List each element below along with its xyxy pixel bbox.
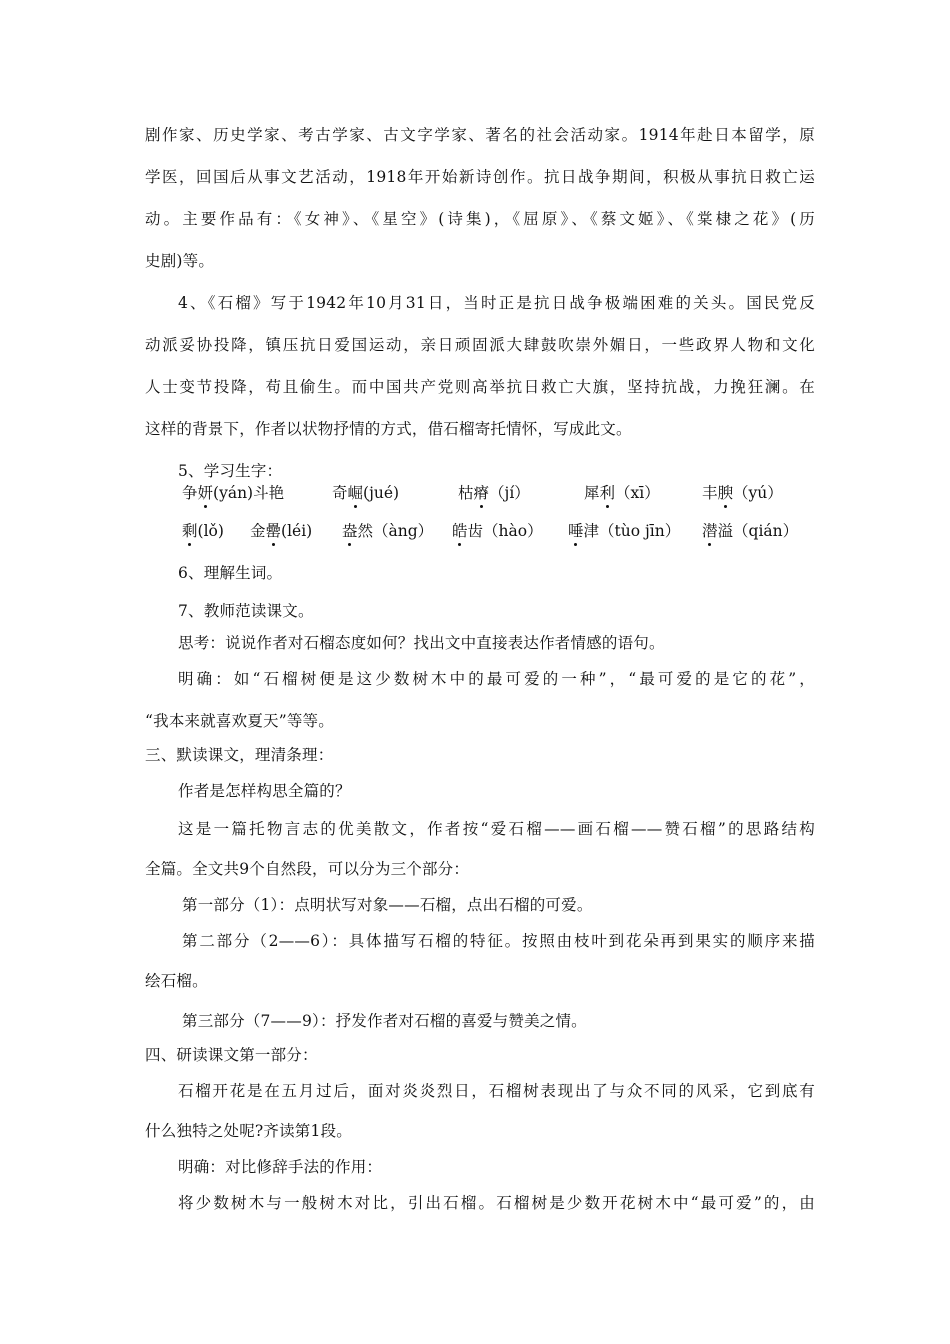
section3-answer-line-1: 这是一篇托物言志的优美散文，作者按“爱石榴——画石榴——赞石榴”的思路结构 xyxy=(178,820,815,838)
section4-last-line: 将少数树木与一般树木对比，引出石榴。石榴树是少数开花树木中“最可爱”的，由 xyxy=(178,1194,815,1212)
bio-line-3: 动。主要作品有：《女神》、《星空》(诗集)，《屈原》、《蔡文姬》、《棠棣之花》(历 xyxy=(145,210,815,228)
vocab-word: 丰腴（yú） xyxy=(702,484,783,502)
item4-line-2: 动派妥协投降，镇压抗日爱国运动，亲日顽固派大肆鼓吹崇外媚日，一些政界人物和文化 xyxy=(145,336,815,354)
item7-heading: 7、教师范读课文。 xyxy=(178,602,314,620)
vocab-word: 争妍(yán)斗艳 xyxy=(182,484,285,502)
item6-heading: 6、理解生词。 xyxy=(178,564,283,582)
think-question: 思考：说说作者对石榴态度如何？找出文中直接表达作者情感的语句。 xyxy=(178,634,665,652)
item5-heading: 5、学习生字： xyxy=(178,462,283,480)
item4-line-3: 人士变节投降，苟且偷生。而中国共产党则高举抗日救亡大旗，坚持抗战，力挽狂澜。在 xyxy=(145,378,815,396)
part2-line-1: 第二部分（2——6）：具体描写石榴的特征。按照由枝叶到花朵再到果实的顺序来描 xyxy=(182,932,815,950)
vocab-word: 金罍(léi) xyxy=(250,522,313,540)
item4-line-1: 4、《石榴》写于1942年10月31日，当时正是抗日战争极端困难的关头。国民党反 xyxy=(178,294,815,312)
section3-question: 作者是怎样构思全篇的？ xyxy=(178,782,351,800)
bio-line-4: 史剧)等。 xyxy=(145,252,215,270)
section4-answer: 明确：对比修辞手法的作用： xyxy=(178,1158,383,1176)
part2-line-2: 绘石榴。 xyxy=(145,972,208,990)
vocab-word: 犀利（xī） xyxy=(584,484,660,502)
bio-line-1: 剧作家、历史学家、考古学家、古文字学家、著名的社会活动家。1914年赴日本留学，原 xyxy=(145,126,815,144)
bio-line-2: 学医，回国后从事文艺活动，1918年开始新诗创作。抗日战争期间，积极从事抗日救亡运 xyxy=(145,168,815,186)
vocab-word: 盎然（àng） xyxy=(342,522,434,540)
vocab-word: 枯瘠（jí） xyxy=(458,484,530,502)
vocab-word: 奇崛(jué) xyxy=(332,484,400,502)
vocab-word: 潜溢（qián） xyxy=(702,522,799,540)
part3-text: 第三部分（7——9）：抒发作者对石榴的喜爱与赞美之情。 xyxy=(182,1012,587,1030)
section3-answer-line-2: 全篇。全文共9个自然段，可以分为三个部分： xyxy=(145,860,470,878)
part1-text: 第一部分（1）：点明状写对象——石榴，点出石榴的可爱。 xyxy=(182,896,593,914)
answer-line-2: “我本来就喜欢夏天”等等。 xyxy=(145,712,334,730)
vocab-word: 皓齿（hào） xyxy=(452,522,543,540)
section3-heading: 三、默读课文，理清条理： xyxy=(145,746,334,764)
answer-line-1: 明确：如“石榴树便是这少数树木中的最可爱的一种”，“最可爱的是它的花”， xyxy=(178,670,815,688)
vocab-word: 唾津（tùo jīn） xyxy=(568,522,681,540)
section4-heading: 四、研读课文第一部分： xyxy=(145,1046,318,1064)
section4-line-2: 什么独特之处呢?齐读第1段。 xyxy=(145,1122,352,1140)
section4-line-1: 石榴开花是在五月过后，面对炎炎烈日，石榴树表现出了与众不同的风采，它到底有 xyxy=(178,1082,815,1100)
item4-line-4: 这样的背景下，作者以状物抒情的方式，借石榴寄托情怀，写成此文。 xyxy=(145,420,632,438)
vocab-word: 剩(lǒ) xyxy=(182,522,224,540)
